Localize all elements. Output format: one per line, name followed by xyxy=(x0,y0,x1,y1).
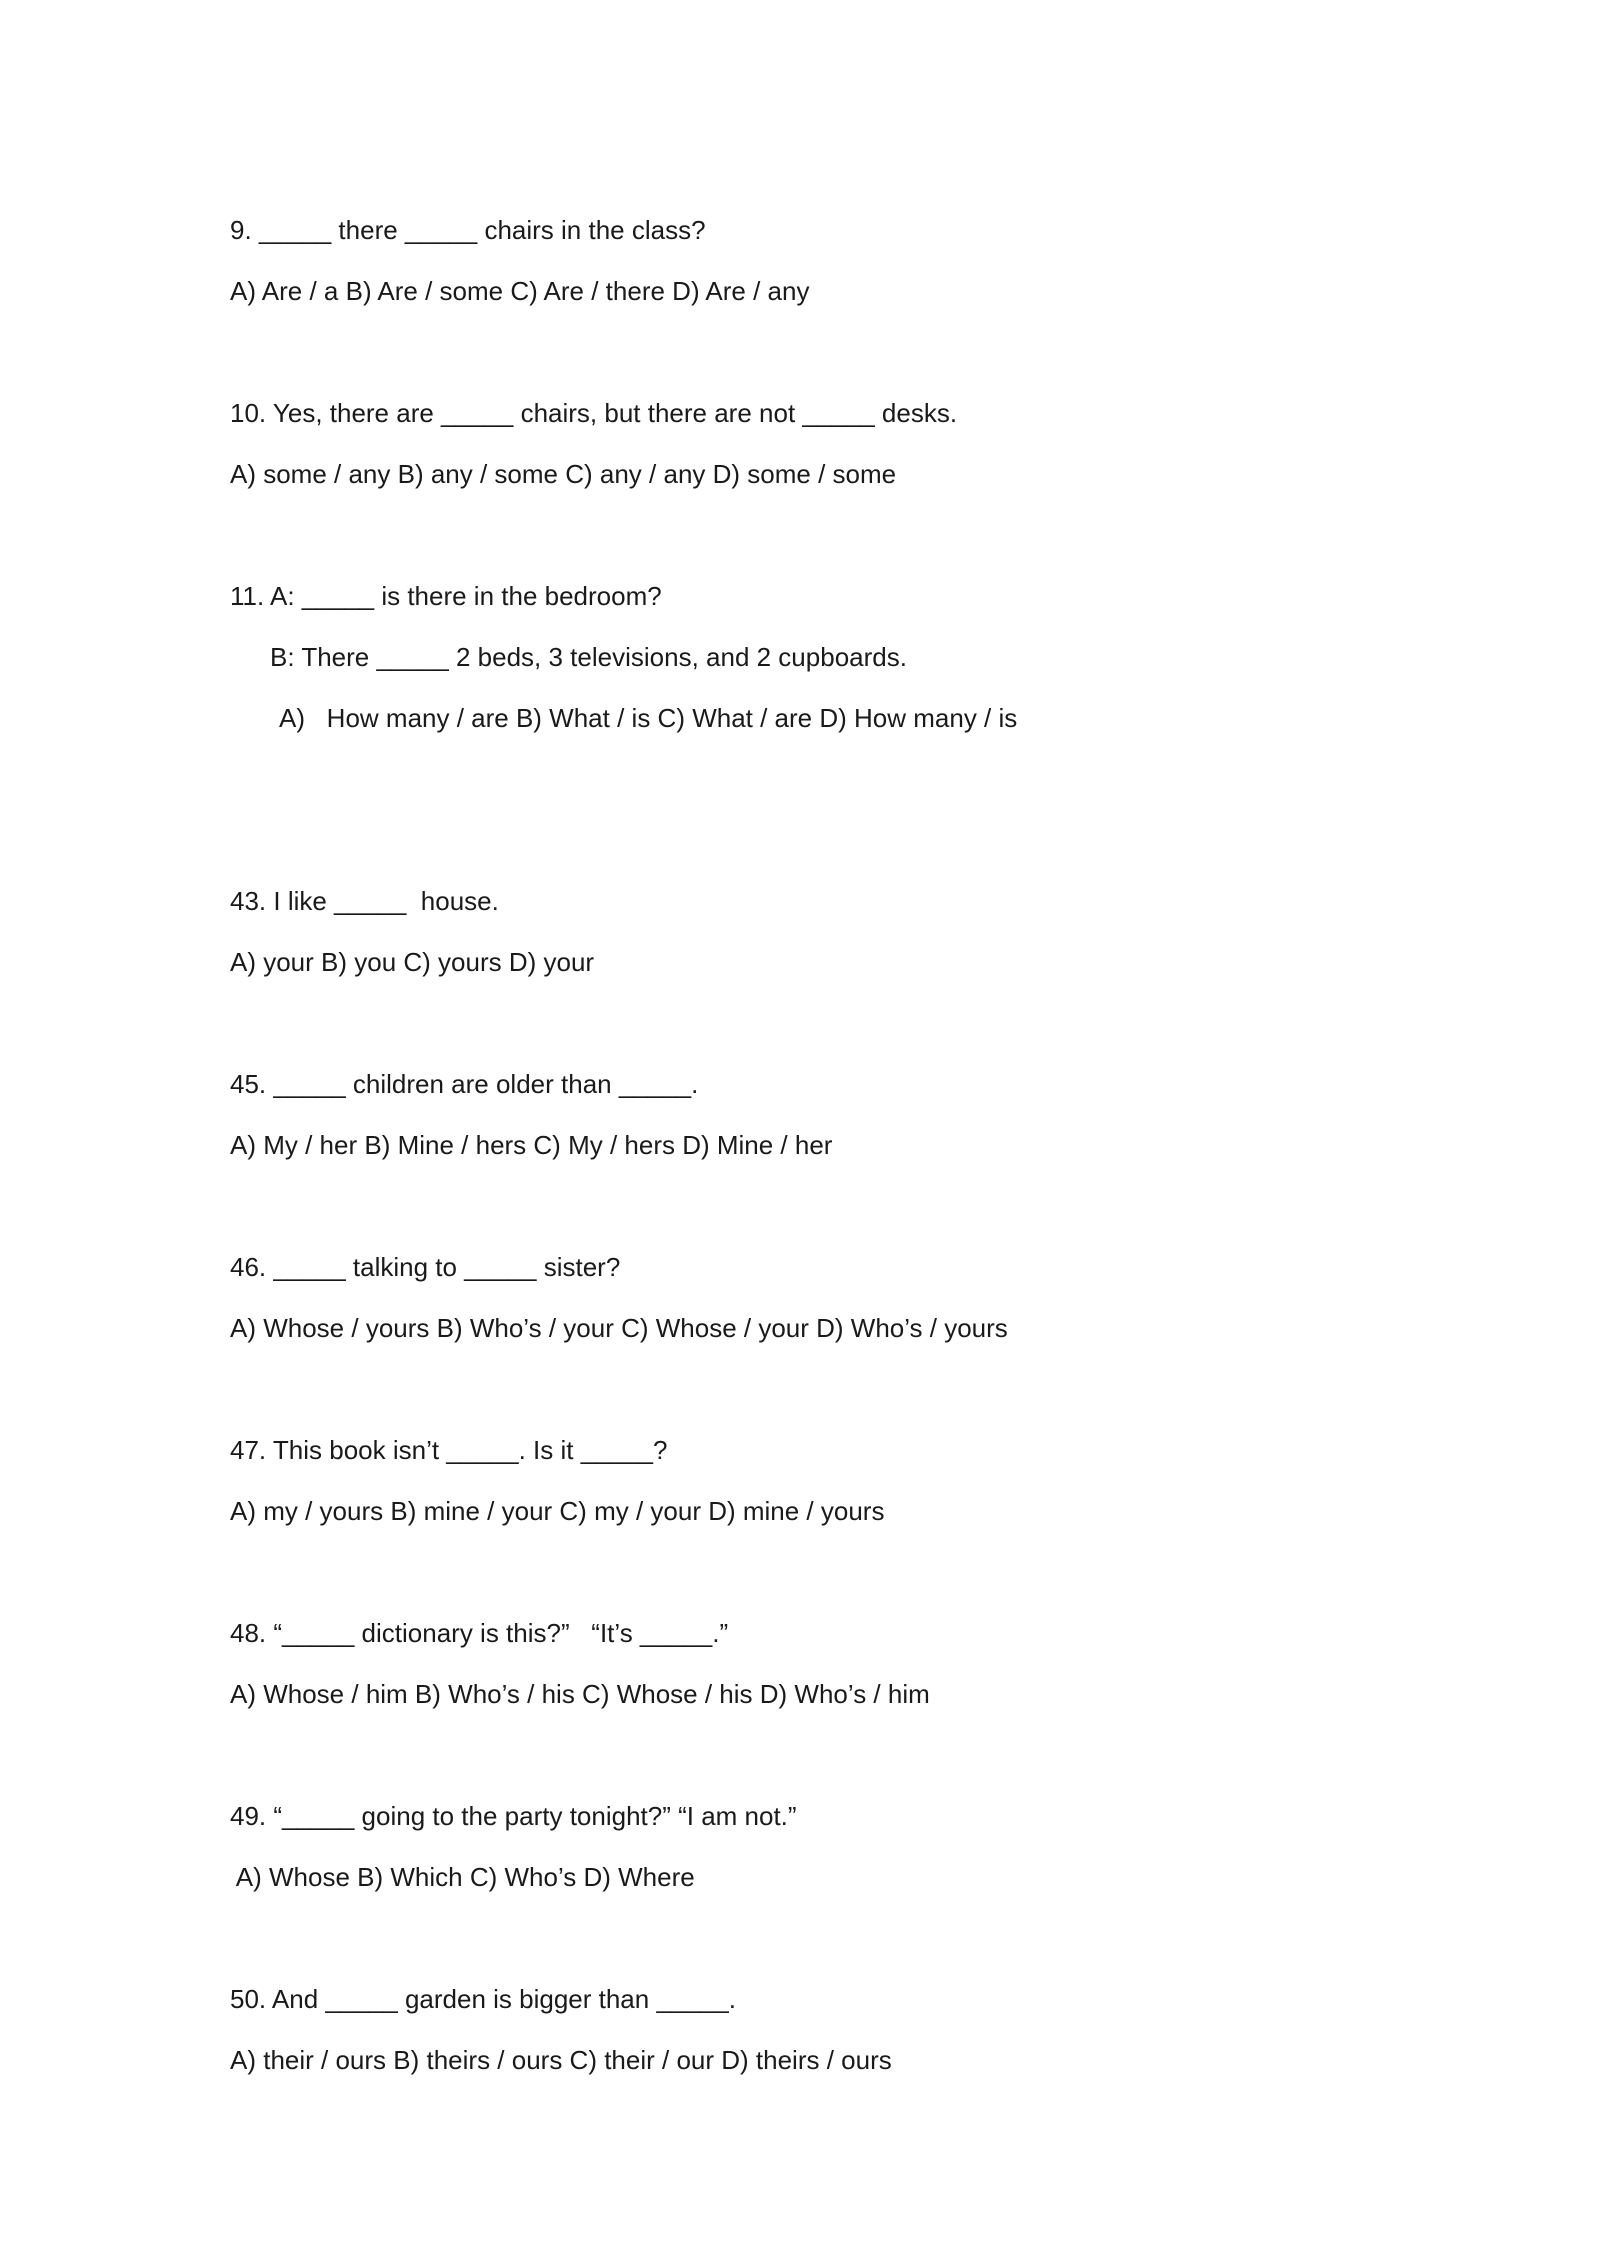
question-11: 11. A: _____ is there in the bedroom? xyxy=(230,581,662,611)
question-46: 46. _____ talking to _____ sister? xyxy=(230,1252,621,1282)
options-11: A) How many / are B) What / is C) What / are D) How many / is xyxy=(279,703,1018,733)
options-47: A) my / yours B) mine / your C) my / your D) mine / yours xyxy=(230,1496,885,1526)
options-49: A) Whose B) Which C) Who’s D) Where xyxy=(230,1862,695,1892)
question-49: 49. “_____ going to the party tonight?” “I am not.” xyxy=(230,1801,797,1831)
question-50: 50. And _____ garden is bigger than _____. xyxy=(230,1984,736,2014)
options-9: A) Are / a B) Are / some C) Are / there D) Are / any xyxy=(230,276,810,306)
options-50: A) their / ours B) theirs / ours C) their / our D) theirs / ours xyxy=(230,2045,892,2075)
question-48: 48. “_____ dictionary is this?” “It’s _____.” xyxy=(230,1618,729,1648)
options-43: A) your B) you C) yours D) your xyxy=(230,947,595,977)
question-9: 9. _____ there _____ chairs in the class? xyxy=(230,215,706,245)
question-10: 10. Yes, there are _____ chairs, but there are not _____ desks. xyxy=(230,398,958,428)
options-45: A) My / her B) Mine / hers C) My / hers D) Mine / her xyxy=(230,1130,833,1160)
options-46: A) Whose / yours B) Who’s / your C) Whose / your D) Who’s / yours xyxy=(230,1313,1008,1343)
options-10: A) some / any B) any / some C) any / any D) some / some xyxy=(230,459,897,489)
question-43: 43. I like _____ house. xyxy=(230,886,499,916)
options-48: A) Whose / him B) Who’s / his C) Whose / his D) Who’s / him xyxy=(230,1679,930,1709)
question-45: 45. _____ children are older than _____. xyxy=(230,1069,699,1099)
question-11-b: B: There _____ 2 beds, 3 televisions, and 2 cupboards. xyxy=(270,642,907,672)
question-47: 47. This book isn’t _____. Is it _____? xyxy=(230,1435,668,1465)
